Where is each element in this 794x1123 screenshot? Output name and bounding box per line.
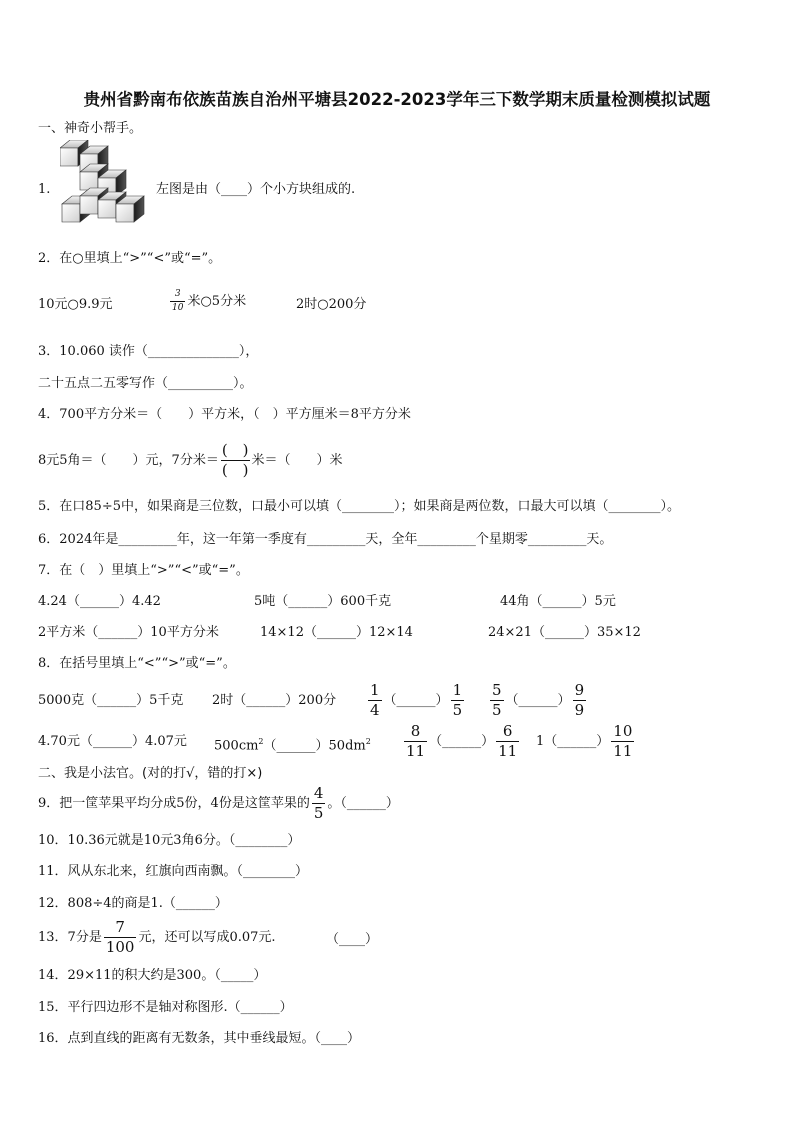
question-1-number: 1. bbox=[38, 182, 51, 197]
fraction: $\frac{9}{9}$ bbox=[574, 681, 585, 719]
question-7-item: 2平方米（______）10平方分米 bbox=[38, 625, 219, 640]
question-10: 10．10.36元就是10元3角6分。（________） bbox=[38, 833, 301, 848]
question-3-line-1: 3．10.060 读作（______________）， bbox=[38, 344, 259, 359]
question-7-item: 24×21（______）35×12 bbox=[488, 625, 641, 640]
question-5: 5．在口85÷5中，如果商是三位数，口最小可以填（________）；如果商是两位数，口最大可以填（________）。 bbox=[38, 499, 680, 514]
question-2-item-c: 2时○200分 bbox=[296, 297, 367, 312]
question-8-item: $500cm^2(\_\_\_\_\_\_)50dm^2$ bbox=[214, 737, 371, 754]
question-13: 13．7分是 $\frac{7}{100}$ 元，还可以写成0.07元. bbox=[38, 918, 276, 956]
fraction: $\frac{7}{100}$ bbox=[105, 918, 135, 956]
question-8-item: $\frac{1}{4}$ （______） $\frac{1}{5}$ bbox=[370, 681, 463, 719]
question-15: 15．平行四边形不是轴对称图形.（______） bbox=[38, 1000, 293, 1015]
question-8-item: 2时（______）200分 bbox=[212, 693, 337, 708]
cube-stack-image bbox=[60, 140, 156, 232]
question-7-item: 14×12（______）12×14 bbox=[260, 625, 413, 640]
question-2-item-a: 10元○9.9元 bbox=[38, 297, 113, 312]
question-8-item: 4.70元（______）4.07元 bbox=[38, 734, 187, 749]
question-12: 12．808÷4的商是1.（______） bbox=[38, 896, 228, 911]
question-7-item: 44角（______）5元 bbox=[500, 594, 616, 609]
question-6: 6．2024年是_________年，这一年第一季度有_________天，全年_________个星期零_________天。 bbox=[38, 532, 613, 547]
fraction: $\frac{10}{11}$ bbox=[613, 722, 633, 760]
fraction: $\frac{6}{11}$ bbox=[498, 722, 518, 760]
question-8-item: $\frac{5}{5}$ （______） $\frac{9}{9}$ bbox=[492, 681, 585, 719]
question-8-item: 5000克（______）5千克 bbox=[38, 693, 184, 708]
fraction: $\frac{1}{5}$ bbox=[452, 681, 463, 719]
section-heading-2: 二、我是小法官。(对的打√，错的打×) bbox=[38, 766, 263, 781]
question-7-title: 7．在（ ）里填上“>”“<”或“=”。 bbox=[38, 563, 249, 578]
question-7-item: 5吨（______）600千克 bbox=[254, 594, 392, 609]
fraction: $\frac{8}{11}$ bbox=[406, 722, 426, 760]
fraction: $\frac{4}{5}$ bbox=[313, 784, 324, 822]
question-8-item: $\frac{8}{11}$ （______） $\frac{6}{11}$ bbox=[406, 722, 518, 760]
question-4-line-2: 8元5角＝（ ）元，7分米＝ ( ) ( ) 米＝（ ）米 bbox=[38, 441, 343, 479]
question-1-text: 左图是由（____）个小方块组成的. bbox=[156, 182, 356, 197]
question-3-line-2: 二十五点二五零写作（__________）。 bbox=[38, 376, 253, 391]
question-13-answer: （____） bbox=[326, 932, 379, 947]
question-11: 11．风从东北来，红旗向西南飘。（________） bbox=[38, 864, 309, 879]
question-7-item: 4.24（______）4.42 bbox=[38, 594, 161, 609]
question-4-line-1: 4．700平方分米＝（ ）平方米，（ ）平方厘米＝8平方分米 bbox=[38, 407, 411, 422]
question-2-item-b: $\frac{3}{10}$ 米○5分米 bbox=[172, 289, 247, 313]
page-title: 贵州省黔南布依族苗族自治州平塘县2022-2023学年三下数学期末质量检测模拟试题 bbox=[83, 90, 711, 109]
question-9: 9．把一筐苹果平均分成5份，4份是这筐苹果的 $\frac{4}{5}$ 。（______） bbox=[38, 784, 399, 822]
section-heading-1: 一、神奇小帮手。 bbox=[38, 121, 143, 136]
fraction: $\frac{3}{10}$ bbox=[172, 289, 184, 313]
question-16: 16．点到直线的距离有无数条，其中垂线最短。（____） bbox=[38, 1031, 361, 1046]
question-2-text: 2．在○里填上“>”“<”或“=”。 bbox=[38, 251, 222, 266]
question-8-item: 1（______） $\frac{10}{11}$ bbox=[536, 722, 633, 760]
question-8-title: 8．在括号里填上“<”“>”或“=”。 bbox=[38, 656, 236, 671]
fraction: $\frac{1}{4}$ bbox=[370, 681, 380, 719]
fraction: $\frac{5}{5}$ bbox=[492, 681, 502, 719]
question-14: 14．29×11的积大约是300。（_____） bbox=[38, 968, 267, 983]
fraction-blank: ( ) ( ) bbox=[221, 441, 249, 479]
